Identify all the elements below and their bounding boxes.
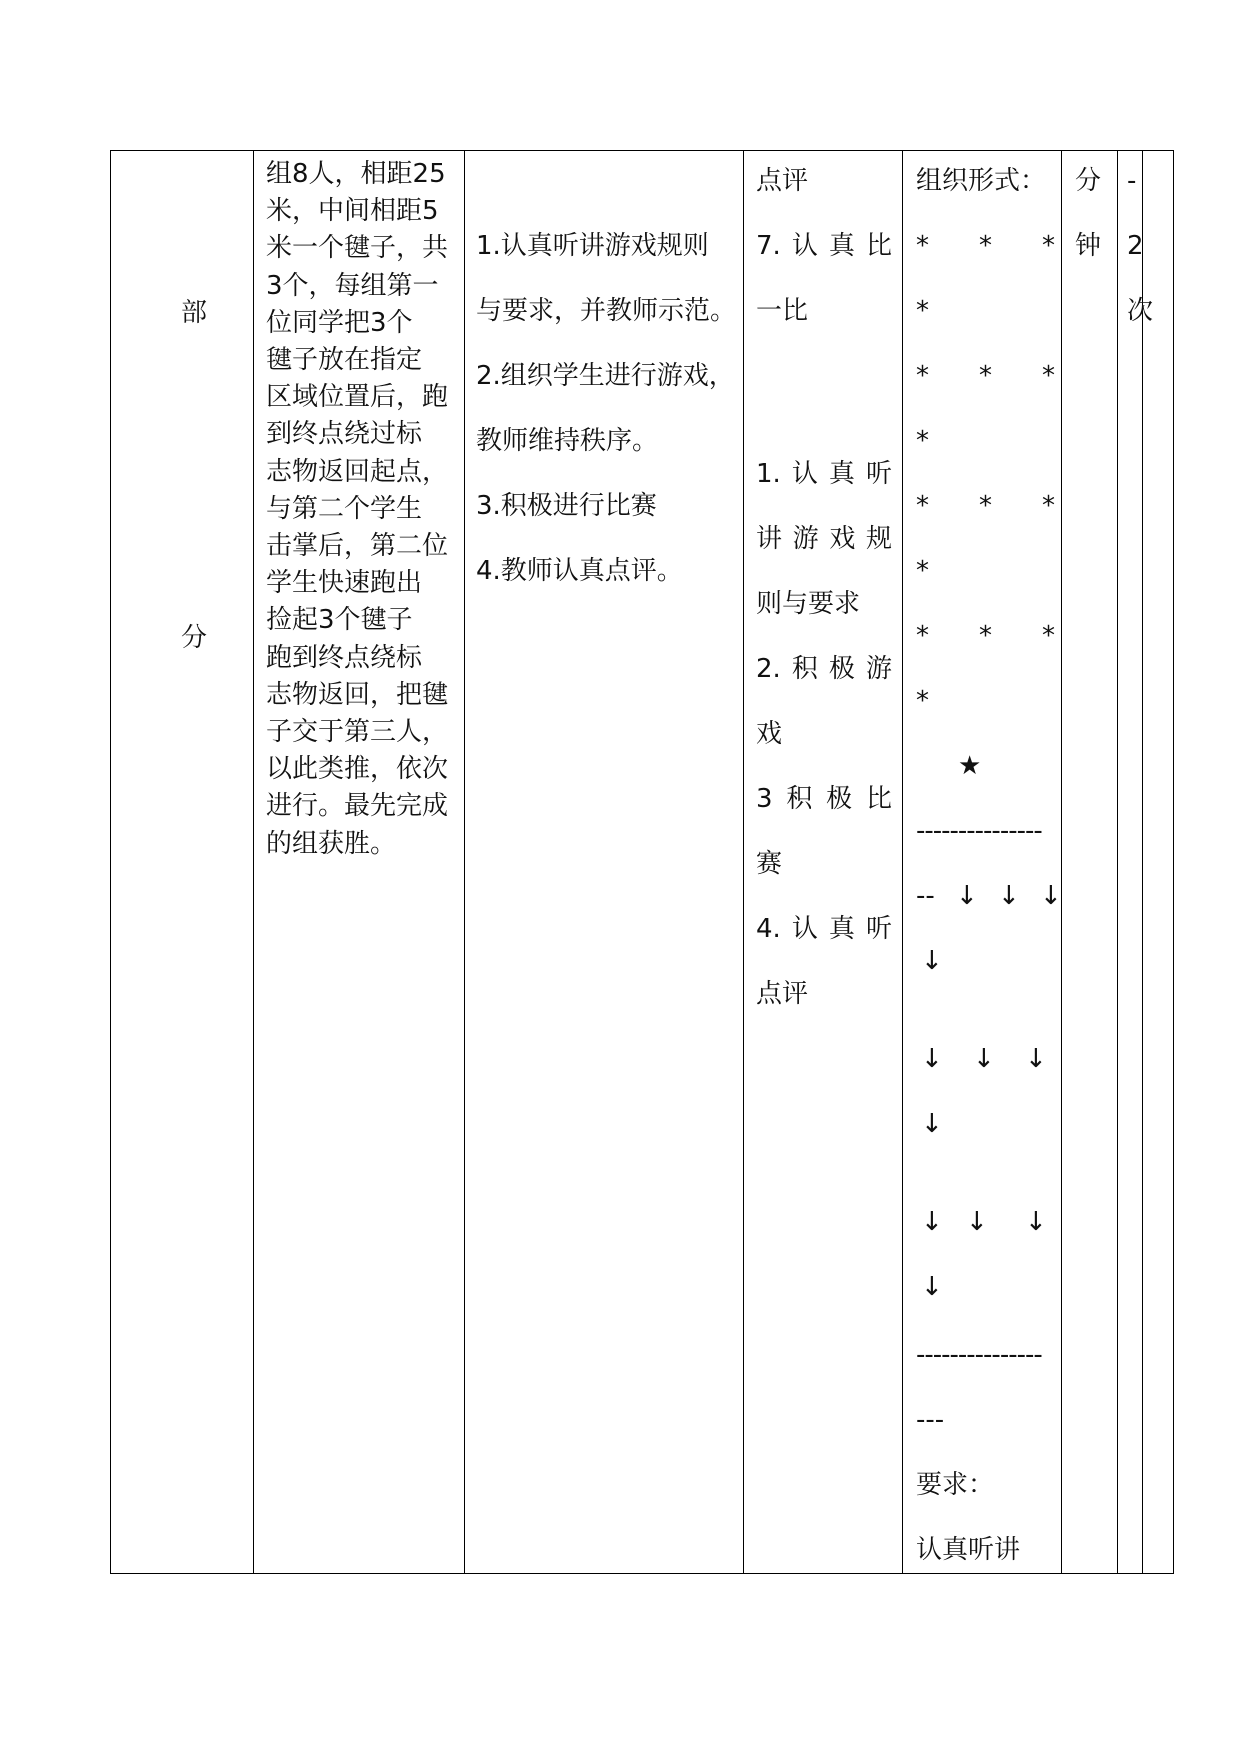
section-char: 部 — [181, 298, 208, 328]
col-border — [1173, 150, 1174, 1574]
student-row — [916, 490, 1055, 522]
content-line: 子交于第三人， — [266, 717, 449, 748]
student-mark: * — [979, 621, 992, 651]
arrow-down-icon: ↓ — [973, 1044, 995, 1074]
student-word: 积 — [786, 784, 813, 814]
student-mark: * — [1042, 231, 1055, 261]
game-content-cell — [254, 150, 464, 1574]
teacher-line: 2.组织学生进行游戏， — [476, 361, 735, 391]
content-line: 击掌后，第二位 — [266, 531, 449, 562]
content-line: 3个，每组第一 — [266, 270, 439, 301]
student-word: 听 — [865, 459, 892, 489]
student-word: 极 — [826, 784, 853, 814]
dash-line: --------------- — [916, 816, 1042, 846]
content-line: 学生快速跑出 — [266, 568, 423, 599]
student-line: 赛 — [756, 849, 783, 879]
student-word: 3 — [756, 784, 773, 814]
student-mark: * — [916, 231, 929, 261]
student-mark: * — [1042, 491, 1055, 521]
student-word: 讲 — [756, 524, 783, 554]
arrow-down-icon: ↓ — [956, 881, 978, 911]
student-row — [916, 620, 1055, 652]
student-mark: * — [979, 231, 992, 261]
time-char: 钟 — [1075, 231, 1102, 261]
student-word: 认 — [791, 914, 818, 944]
student-word: 听 — [865, 914, 892, 944]
content-line: 米，中间相距5 — [266, 196, 439, 227]
student-mark: * — [916, 361, 929, 391]
student-line — [756, 458, 892, 490]
student-word: 真 — [828, 459, 855, 489]
student-word: 比 — [865, 231, 892, 261]
arrow-down-icon: ↓ — [921, 1044, 943, 1074]
empty-cell — [1143, 150, 1173, 1574]
student-line: 点评 — [756, 166, 809, 196]
teacher-star-icon: ★ — [958, 751, 982, 781]
content-line: 区域位置后，跑 — [266, 382, 449, 413]
student-word: 认 — [791, 459, 818, 489]
student-line — [756, 523, 892, 555]
student-line: 戏 — [756, 719, 783, 749]
student-mark: * — [916, 296, 929, 326]
student-word: 7. — [756, 231, 781, 261]
student-word: 4. — [756, 914, 781, 944]
arrow-down-icon: ↓ — [966, 1207, 988, 1237]
content-line: 毽子放在指定 — [266, 345, 423, 376]
teacher-line: 1.认真听讲游戏规则 — [476, 231, 709, 261]
content-line: 位同学把3个 — [266, 307, 413, 338]
student-mark: * — [916, 491, 929, 521]
time-cell — [1062, 150, 1117, 1574]
teacher-line: 3.积极进行比赛 — [476, 491, 657, 521]
arrow-row — [916, 880, 1062, 912]
student-word: 积 — [791, 654, 818, 684]
arrow-down-icon: ↓ — [1040, 881, 1062, 911]
lesson-plan-table — [110, 150, 1174, 1574]
section-char: 分 — [181, 623, 208, 653]
student-word: 游 — [792, 524, 819, 554]
teacher-line: 与要求，并教师示范。 — [476, 296, 737, 326]
arrow-down-icon: ↓ — [921, 946, 943, 976]
student-word: 2. — [756, 654, 781, 684]
arrow-down-icon: ↓ — [921, 1207, 943, 1237]
teacher-line: 教师维持秩序。 — [476, 426, 659, 456]
content-line: 米一个毽子，共 — [266, 233, 449, 264]
student-mark: * — [916, 426, 929, 456]
student-mark: * — [916, 686, 929, 716]
student-line: 则与要求 — [756, 589, 861, 619]
section-label-cell — [111, 150, 253, 1574]
content-line: 与第二个学生 — [266, 493, 423, 524]
student-word: 规 — [865, 524, 892, 554]
content-line: 以此类推，依次 — [266, 754, 449, 785]
count-char: 2 — [1127, 231, 1144, 261]
student-line — [756, 913, 892, 945]
student-line — [756, 783, 892, 815]
student-mark: * — [916, 621, 929, 651]
student-row — [916, 360, 1055, 392]
student-word: 1. — [756, 459, 781, 489]
student-word: 游 — [865, 654, 892, 684]
student-word: 戏 — [829, 524, 856, 554]
dash-line: --------------- — [916, 1340, 1042, 1370]
teacher-activity-cell — [465, 150, 743, 1574]
requirement-text: 认真听讲 — [916, 1535, 1021, 1565]
student-mark: * — [916, 556, 929, 586]
student-line — [756, 653, 892, 685]
count-cell — [1118, 150, 1154, 1574]
requirement-label: 要求： — [916, 1470, 995, 1500]
content-line: 跑到终点绕标 — [266, 642, 423, 673]
student-word: 认 — [791, 231, 818, 261]
student-word: 比 — [865, 784, 892, 814]
count-char: - — [1127, 166, 1137, 196]
student-word: 极 — [828, 654, 855, 684]
content-line: 志物返回，把毽 — [266, 679, 449, 710]
student-word: 真 — [828, 231, 855, 261]
content-line: 志物返回起点， — [266, 456, 449, 487]
student-mark: * — [979, 361, 992, 391]
content-line: 捡起3个毽子 — [266, 605, 413, 636]
content-line: 进行。最先完成 — [266, 791, 449, 822]
dash-line: -- — [916, 881, 935, 911]
student-activity-cell — [744, 150, 902, 1574]
count-char: 次 — [1127, 296, 1154, 326]
arrow-down-icon: ↓ — [1025, 1207, 1047, 1237]
content-line: 到终点绕过标 — [266, 419, 423, 450]
teacher-line: 4.教师认真点评。 — [476, 556, 683, 586]
arrow-down-icon: ↓ — [998, 881, 1020, 911]
organization-title: 组织形式： — [916, 166, 1047, 196]
student-word: 真 — [828, 914, 855, 944]
student-mark: * — [1042, 361, 1055, 391]
student-line — [756, 230, 892, 262]
student-row — [916, 230, 1055, 262]
student-mark: * — [979, 491, 992, 521]
student-line: 点评 — [756, 979, 809, 1009]
arrow-down-icon: ↓ — [921, 1272, 943, 1302]
arrow-down-icon: ↓ — [921, 1109, 943, 1139]
dash-line: --- — [916, 1405, 945, 1435]
content-line: 的组获胜。 — [266, 828, 397, 859]
arrow-down-icon: ↓ — [1025, 1044, 1047, 1074]
student-mark: * — [1042, 621, 1055, 651]
time-char: 分 — [1075, 166, 1102, 196]
content-line: 组8人，相距25 — [266, 159, 446, 189]
organization-cell — [903, 150, 1061, 1574]
student-line: 一比 — [756, 296, 809, 326]
